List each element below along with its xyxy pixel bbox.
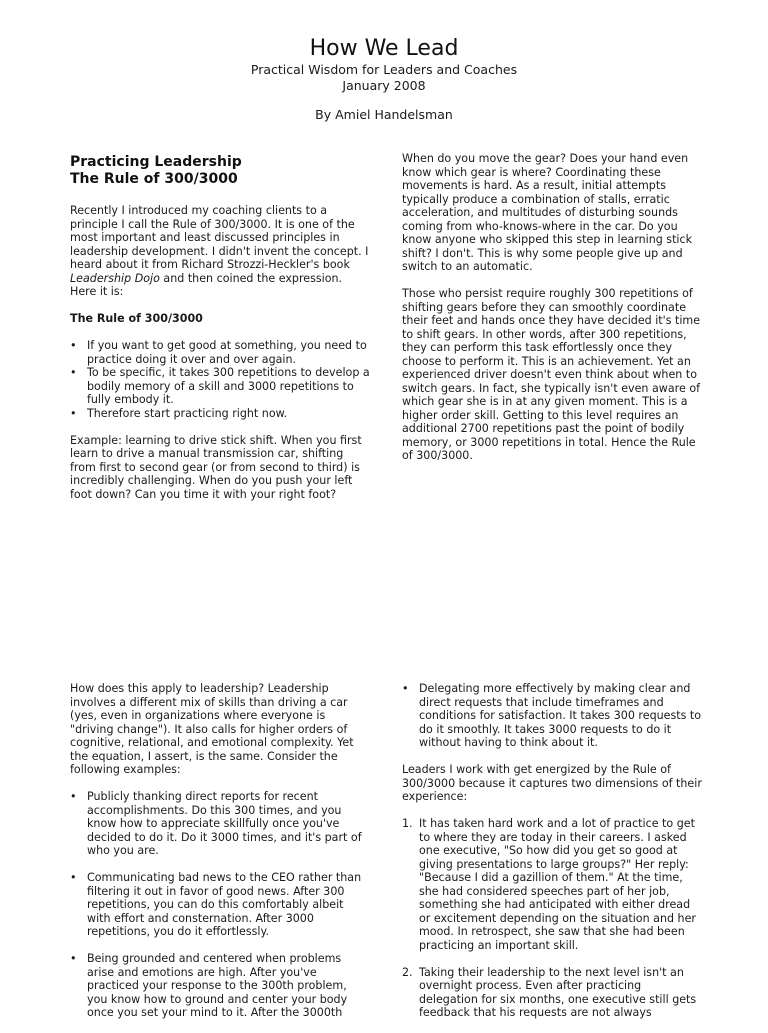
example-bullet: • Publicly thanking direct reports for recent accomplishments. Do this 300 times, and you know how to appreciate skillfully once you've decided to do it. Do it 3000 times, and it's part of who you are. [70, 790, 370, 858]
issue-date: January 2008 [342, 78, 426, 93]
author-byline: By Amiel Handelsman [315, 107, 453, 122]
numbered-list [402, 817, 702, 1020]
example-bullet: • Being grounded and centered when problems arise and emotions are high. After you've practiced your response to the 300th problem, you know how to ground and center your body once you set your mind to it. After the 3000th [70, 952, 370, 1020]
article-title [70, 154, 370, 188]
newsletter-title: How We Lead [309, 36, 459, 61]
example-bullet: • Communicating bad news to the CEO rather than filtering it out in favor of good news. After 300 repetitions, you can do this comfortably albeit with effort and consternation. After 3000 repetitions, you do it effortlessly. [70, 871, 370, 939]
numbered-item [402, 966, 702, 1020]
item-text: It has taken hard work and a lot of practice to get to where they are today in their careers. I asked one executive, "So how did you get so good at giving presentations to large groups?" Her reply: "Because I did a gazillion of them." At the time, she had considered speeches part of her job, something she had anticipated with either dread or excitement depending on the situation and her mood. In retrospect, she saw that she had been practicing an important skill. [419, 817, 696, 952]
left-column-bottom [70, 682, 370, 1033]
rule-bullet: • If you want to get good at something, you need to practice doing it over and over again. [70, 339, 370, 366]
item-number: 2. [402, 965, 413, 979]
intro-text-a: Recently I introduced my coaching clients to a principle I call the Rule of 300/3000. It is one of the most important and least discussed principles in leadership development. I didn't invent the concept. I heard about it from Richard Strozzi-Heckler's book [70, 204, 369, 271]
right-column-bottom [402, 682, 702, 1033]
examples-bullet-list [70, 790, 370, 1020]
newsletter-masthead [0, 36, 768, 123]
rule-bullet: • Therefore start practicing right now. [70, 407, 370, 421]
intro-text-b: and then coined the expression. Here it is: [70, 271, 343, 298]
body-paragraph: When do you move the gear? Does your hand even know which gear is where? Coordinating these movements is hard. As a result, initial attempts typically produce a combination of stalls, erratic acceleration, and multitudes of disturbing sounds coming from who-knows-where in the car. Do you know anyone who skipped this step in learning stick shift? I don't. This is why some people give up and switch to an automatic. [402, 152, 693, 273]
item-text: Taking their leadership to the next level isn't an overnight process. Even after practicing delegation for six months, one executive still gets feedback that his requests are not always [419, 965, 697, 1019]
book-title: Leadership Dojo [70, 271, 160, 285]
left-column-top [70, 204, 370, 515]
delegation-bullet: • Delegating more effectively by making clear and direct requests that include timeframes and conditions for satisfaction. It takes 300 requests to do it smoothly. It takes 3000 requests to do it without having to think about it. [402, 682, 702, 750]
body-paragraph: Those who persist require roughly 300 repetitions of shifting gears before they can smoothly coordinate their feet and hands once they have decided it's time to shift gears. In other words, after 300 repetitions, they can perform this task effortlessly once they choose to perform it. This is an achievement. Yet an experienced driver doesn't even think about when to switch gears. In fact, she typically isn't even aware of which gear she is in at any given moment. This is a higher order skill. Getting to this level requires an additional 2700 repetitions past the point of bodily memory, or 3000 repetitions in total. Hence the Rule of 300/3000. [402, 287, 701, 462]
newsletter-subtitle: Practical Wisdom for Leaders and Coaches [250, 62, 518, 77]
item-number: 1. [402, 817, 413, 830]
rule-bullet-list [70, 339, 370, 420]
delegation-bullet-list [402, 682, 702, 750]
body-paragraph: Leaders I work with get energized by the Rule of 300/3000 because it captures two dimensions of their experience: [402, 763, 702, 803]
intro-paragraph [70, 204, 370, 299]
right-column-top [402, 152, 702, 476]
rule-bullet: • To be specific, it takes 300 repetitions to develop a bodily memory of a skill and 3000 repetitions to fully embody it. [70, 366, 370, 407]
article-title-line-1: Practicing Leadership [70, 154, 242, 170]
rule-heading: The Rule of 300/3000 [70, 312, 203, 325]
article-title-line-2: The Rule of 300/3000 [70, 171, 238, 187]
numbered-item [402, 817, 702, 952]
example-paragraph: Example: learning to drive stick shift. When you first learn to drive a manual transmission car, shifting from first to second gear (or from second to third) is incredibly challenging. When do you push your left foot down? Can you time it with your right foot? [70, 433, 362, 501]
body-paragraph: How does this apply to leadership? Leadership involves a different mix of skills than driving a car (yes, even in organizations where everyone is "driving change"). It also calls for higher orders of cognitive, relational, and emotional complexity. Yet the equation, I assert, is the same. Consider the following examples: [70, 682, 354, 776]
